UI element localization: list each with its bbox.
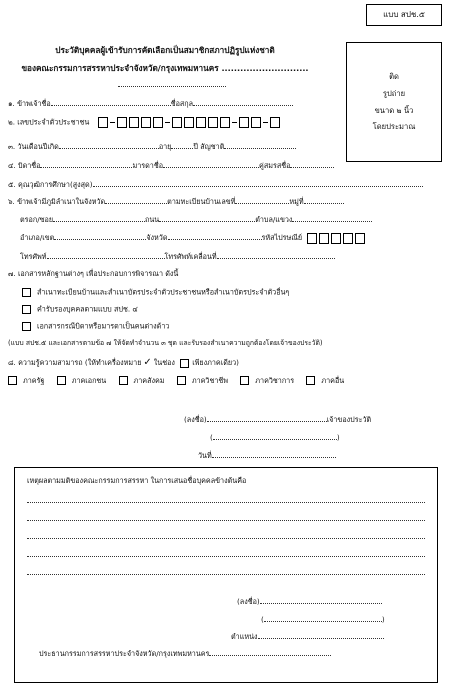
committee-close-paren: ) [381, 615, 385, 624]
amphoe-input[interactable] [54, 232, 146, 240]
section-7-note: (แบบ สปช.๕ และเอกสารตามข้อ ๗ ให้จัดทำจำนวน ๓ ชุด และรับรองสำเนาความถูกต้องโดยเจ้าของประวัติ) [8, 339, 323, 347]
position-input[interactable] [258, 631, 384, 639]
example-checkbox-icon [180, 359, 189, 368]
skill-checkbox-4[interactable] [177, 376, 186, 385]
field-6-row-3 [20, 232, 367, 244]
doc-checkbox-1[interactable] [22, 288, 31, 297]
committee-printed-name-input[interactable] [264, 614, 382, 622]
form-title-line2: ของคณะกรรมการสรรหาประจำจังหวัด/กรุงเทพมหานคร ............................ [21, 63, 309, 73]
owner-signature-input[interactable] [207, 414, 327, 422]
owner-sign-label: (ลงชื่อ) [184, 415, 207, 424]
age-label: อายุ [158, 142, 172, 151]
check-mark-icon: ✓ [143, 357, 152, 368]
name-label: ๑. ข้าพเจ้าชื่อ [8, 99, 51, 108]
province-label: จังหวัด [146, 233, 168, 242]
tambon-label: ตำบล/แขวง [255, 215, 293, 224]
committee-position-row [231, 631, 384, 640]
chair-label: ประธานกรรมการสรรหาประจำจังหวัด/กรุงเทพมหานคร [39, 649, 210, 658]
surname-input[interactable] [193, 98, 293, 106]
doc-item-1-label: สำเนาทะเบียนบ้านและสำเนาบัตรประจำตัวประชาชนหรือสำเนาบัตรประจำตัวอื่นๆ [37, 287, 290, 297]
field-4-row [8, 160, 334, 169]
section-8-heading [8, 358, 239, 368]
amphoe-label: อำเภอ/เขต [20, 233, 55, 242]
doc-item-1 [22, 288, 289, 297]
tambon-input[interactable] [292, 214, 372, 222]
field-6-row-2 [20, 214, 372, 223]
photo-text-3: ขนาด ๒ นิ้ว [374, 105, 414, 115]
owner-printed-name-row [210, 432, 340, 441]
birth-input[interactable] [59, 141, 159, 149]
committee-open-paren: ( [261, 615, 264, 624]
phone-label: โทรศัพท์ [20, 252, 47, 261]
date-label: วันที่ [198, 451, 212, 460]
moo-input[interactable] [304, 196, 344, 204]
committee-printed-name-row [261, 614, 385, 623]
soi-input[interactable] [53, 214, 145, 222]
chair-row [39, 648, 331, 657]
reason-line-4[interactable] [27, 556, 425, 557]
domicile-input[interactable] [105, 196, 167, 204]
owner-label: เจ้าของประวัติ [326, 415, 372, 424]
committee-sign-label: (ลงชื่อ) [237, 597, 260, 606]
nationality-label: สัญชาติ [200, 142, 225, 151]
field-1-row [8, 98, 293, 107]
open-paren: ( [210, 433, 213, 442]
field-6-row-4 [20, 251, 335, 260]
doc-item-3-label: เอกสารกรณีบิดาหรือมารดาเป็นคนต่างด้าว [37, 321, 170, 331]
field-5-row [8, 179, 423, 188]
skill-option-2: ภาคเอกชน [71, 375, 107, 385]
education-label: ๕. คุณวุฒิการศึกษา(สูงสุด) [8, 180, 93, 189]
section-8-heading-a: ๘. ความรู้ความสามารถ (ให้ทำเครื่องหมาย [8, 358, 142, 367]
committee-signature-input[interactable] [260, 596, 382, 604]
form-code-label: แบบ สปช.๕ [366, 4, 442, 26]
skill-checkbox-5[interactable] [240, 376, 249, 385]
skill-checkbox-1[interactable] [8, 376, 17, 385]
skill-checkbox-6[interactable] [306, 376, 315, 385]
id-label: ๒. เลขประจำตัวประชาชน [8, 117, 90, 127]
chair-input[interactable] [209, 648, 331, 656]
mobile-input[interactable] [217, 251, 335, 259]
name-input[interactable] [51, 98, 171, 106]
doc-item-2 [22, 305, 138, 314]
skill-option-6: ภาคอื่น [321, 375, 345, 385]
soi-label: ตรอก/ซอย [20, 215, 54, 224]
skill-option-4: ภาควิชาชีพ [191, 375, 228, 385]
date-input[interactable] [212, 450, 336, 458]
section-8-heading-b: ในช่อง [153, 358, 175, 367]
field-3-row [8, 141, 296, 150]
doc-item-3 [22, 322, 169, 331]
field-6-row-1 [8, 196, 344, 205]
skill-options [8, 376, 344, 385]
owner-signature-row [184, 414, 371, 423]
photo-text-1: ติด [389, 72, 399, 82]
title-underline [118, 86, 226, 87]
form-title-line1: ประวัติบุคคลผู้เข้ารับการคัดเลือกเป็นสมาชิกสภาปฏิรูปแห่งชาติ [55, 45, 275, 55]
spouse-label: คู่สมรสชื่อ [259, 161, 291, 170]
road-input[interactable] [159, 214, 255, 222]
section-7-heading: ๗. เอกสารหลักฐานต่างๆ เพื่อประกอบการพิจารณา ดังนี้ [8, 269, 179, 278]
skill-checkbox-2[interactable] [57, 376, 66, 385]
skill-checkbox-3[interactable] [119, 376, 128, 385]
skill-option-5: ภาควิชาการ [255, 375, 295, 385]
surname-label: ชื่อสกุล [170, 99, 194, 108]
father-label: ๔. บิดาชื่อ [8, 161, 41, 170]
committee-signature-row [237, 596, 382, 605]
photo-text-4: โดยประมาณ [372, 122, 416, 132]
postcode-label: รหัสไปรษณีย์ [261, 233, 303, 242]
section-8-heading-c: เพียงภาคเดียว) [192, 358, 239, 367]
photo-box[interactable] [346, 42, 442, 162]
mobile-label: โทรศัพท์เคลื่อนที่ [164, 252, 217, 261]
spouse-input[interactable] [290, 160, 334, 168]
close-paren: ) [336, 433, 340, 442]
road-label: ถนน [145, 215, 160, 224]
years-label: ปี [193, 142, 198, 151]
father-input[interactable] [40, 160, 132, 168]
id-number-boxes[interactable] [98, 118, 282, 127]
doc-checkbox-2[interactable] [22, 305, 31, 314]
nationality-input[interactable] [224, 141, 296, 149]
education-input[interactable] [93, 179, 423, 187]
committee-heading: เหตุผลตามมติของคณะกรรมการสรรหา ในการเสนอชื่อบุคคลข้างต้นคือ [27, 476, 247, 485]
doc-checkbox-3[interactable] [22, 322, 31, 331]
owner-date-row [198, 450, 336, 459]
committee-panel [14, 467, 438, 683]
age-input[interactable] [171, 141, 193, 149]
reason-line-1[interactable] [27, 502, 425, 503]
skill-option-3: ภาคสังคม [133, 375, 165, 385]
mother-label: มารดาชื่อ [132, 161, 164, 170]
photo-text-2: รูปถ่าย [382, 88, 406, 98]
birth-label: ๓. วันเดือนปีเกิด [8, 142, 59, 151]
field-2-row [8, 117, 282, 128]
house-no-input[interactable] [235, 196, 289, 204]
domicile-label: ๖. ข้าพเจ้ามีภูมิลำเนาในจังหวัด [8, 197, 106, 206]
postcode-boxes[interactable] [307, 233, 367, 242]
mother-input[interactable] [163, 160, 259, 168]
reason-line-3[interactable] [27, 538, 425, 539]
owner-printed-name-input[interactable] [213, 432, 337, 440]
province-input[interactable] [168, 232, 262, 240]
skill-option-1: ภาครัฐ [23, 375, 45, 385]
moo-label: หมู่ที่ [289, 197, 304, 206]
position-label: ตำแหน่ง [231, 632, 258, 641]
house-no-label: ตามทะเบียนบ้านเลขที่ [167, 197, 236, 206]
doc-item-2-label: คำรับรองบุคคลตามแบบ สปช. ๔ [37, 304, 138, 314]
phone-input[interactable] [47, 251, 165, 259]
reason-line-2[interactable] [27, 520, 425, 521]
reason-line-5[interactable] [27, 574, 425, 575]
